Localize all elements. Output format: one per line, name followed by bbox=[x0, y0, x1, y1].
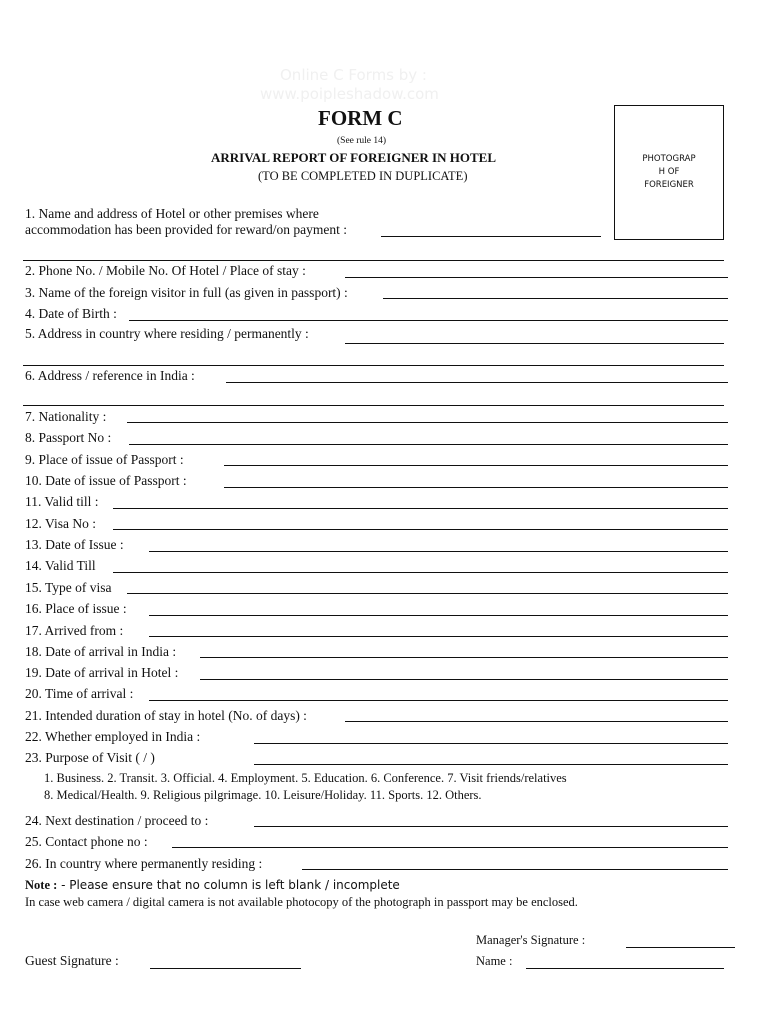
field-7-input-line[interactable] bbox=[127, 422, 728, 423]
field-6-input-line-2[interactable] bbox=[23, 405, 724, 406]
field-26-input-line[interactable] bbox=[302, 869, 728, 870]
field-5-input-line-2[interactable] bbox=[23, 365, 724, 366]
field-17-label: 17. Arrived from : bbox=[25, 623, 124, 638]
field-9-input-line[interactable] bbox=[224, 465, 728, 466]
field-20-label: 20. Time of arrival : bbox=[25, 686, 134, 701]
form-subtitle: ARRIVAL REPORT OF FOREIGNER IN HOTEL bbox=[211, 150, 496, 165]
field-7-label: 7. Nationality : bbox=[25, 409, 107, 424]
field-2-label: 2. Phone No. / Mobile No. Of Hotel / Place of stay : bbox=[25, 263, 306, 278]
photo-label bbox=[615, 153, 723, 192]
photo-label-line2: H OF bbox=[658, 167, 680, 177]
field-3-label: 3. Name of the foreign visitor in full (as given in passport) : bbox=[25, 285, 348, 300]
field-15-input-line[interactable] bbox=[127, 593, 728, 594]
field-25-label: 25. Contact phone no : bbox=[25, 834, 148, 849]
note-text: - Please ensure that no column is left blank / incomplete bbox=[57, 878, 400, 892]
field-25-input-line[interactable] bbox=[172, 847, 728, 848]
form-title: FORM C bbox=[318, 106, 403, 130]
field-18-input-line[interactable] bbox=[200, 657, 728, 658]
manager-signature-label: Manager's Signature : bbox=[476, 933, 586, 947]
field-15-label: 15. Type of visa bbox=[25, 580, 112, 595]
field-1-label-line2: accommodation has been provided for reward/on payment : bbox=[25, 222, 348, 237]
field-5-input-line[interactable] bbox=[345, 343, 724, 344]
field-10-label: 10. Date of issue of Passport : bbox=[25, 473, 187, 488]
field-21-label: 21. Intended duration of stay in hotel (No. of days) : bbox=[25, 708, 307, 723]
field-14-input-line[interactable] bbox=[113, 572, 728, 573]
field-23-input-line[interactable] bbox=[254, 764, 728, 765]
field-10-input-line[interactable] bbox=[224, 487, 728, 488]
field-26-label: 26. In country where permanently residing : bbox=[25, 856, 263, 871]
field-1-label-line1: 1. Name and address of Hotel or other premises where bbox=[25, 206, 319, 221]
watermark-line1: Online C Forms by : bbox=[280, 66, 427, 84]
field-13-label: 13. Date of Issue : bbox=[25, 537, 124, 552]
name-label: Name : bbox=[476, 954, 513, 968]
photo-label-line3: FOREIGNER bbox=[644, 180, 694, 190]
guest-signature-line[interactable] bbox=[150, 968, 301, 969]
name-line[interactable] bbox=[526, 968, 724, 969]
field-4-input-line[interactable] bbox=[129, 320, 728, 321]
field-13-input-line[interactable] bbox=[149, 551, 728, 552]
duplicate-note: (TO BE COMPLETED IN DUPLICATE) bbox=[258, 169, 468, 183]
camera-note: In case web camera / digital camera is not available photocopy of the photograph in passport may be enclosed. bbox=[25, 895, 578, 909]
field-6-label: 6. Address / reference in India : bbox=[25, 368, 195, 383]
purpose-options-line2: 8. Medical/Health. 9. Religious pilgrimage. 10. Leisure/Holiday. 11. Sports. 12. Others. bbox=[44, 788, 482, 802]
field-22-input-line[interactable] bbox=[254, 743, 728, 744]
field-24-input-line[interactable] bbox=[254, 826, 728, 827]
field-16-input-line[interactable] bbox=[149, 615, 728, 616]
field-22-label: 22. Whether employed in India : bbox=[25, 729, 201, 744]
purpose-options-line1: 1. Business. 2. Transit. 3. Official. 4. Employment. 5. Education. 6. Conference. 7. Visit friends/relatives bbox=[44, 771, 567, 785]
field-24-label: 24. Next destination / proceed to : bbox=[25, 813, 209, 828]
field-17-input-line[interactable] bbox=[149, 636, 728, 637]
field-14-label: 14. Valid Till bbox=[25, 558, 96, 573]
photo-label-line1: PHOTOGRAP bbox=[642, 154, 696, 164]
watermark-line2: www.poipleshadow.com bbox=[260, 85, 439, 103]
field-16-label: 16. Place of issue : bbox=[25, 601, 127, 616]
field-21-input-line[interactable] bbox=[345, 721, 728, 722]
note bbox=[25, 878, 400, 893]
guest-signature-label: Guest Signature : bbox=[25, 953, 119, 968]
note-label: Note : bbox=[25, 878, 58, 892]
field-8-label: 8. Passport No : bbox=[25, 430, 112, 445]
field-5-label: 5. Address in country where residing / permanently : bbox=[25, 326, 309, 341]
field-3-input-line[interactable] bbox=[383, 298, 728, 299]
field-23-label: 23. Purpose of Visit ( / ) bbox=[25, 750, 155, 765]
field-12-label: 12. Visa No : bbox=[25, 516, 96, 531]
field-19-label: 19. Date of arrival in Hotel : bbox=[25, 665, 179, 680]
field-11-label: 11. Valid till : bbox=[25, 494, 99, 509]
photo-box[interactable] bbox=[614, 105, 724, 240]
manager-signature-line[interactable] bbox=[626, 947, 735, 948]
field-1-input-line[interactable] bbox=[381, 236, 601, 237]
see-rule: (See rule 14) bbox=[337, 136, 387, 146]
field-8-input-line[interactable] bbox=[129, 444, 728, 445]
field-6-input-line[interactable] bbox=[226, 382, 728, 383]
field-18-label: 18. Date of arrival in India : bbox=[25, 644, 177, 659]
field-19-input-line[interactable] bbox=[200, 679, 728, 680]
field-2-input-line[interactable] bbox=[345, 277, 728, 278]
field-11-input-line[interactable] bbox=[113, 508, 728, 509]
field-1-input-line-2[interactable] bbox=[23, 260, 724, 261]
field-4-label: 4. Date of Birth : bbox=[25, 306, 117, 321]
field-20-input-line[interactable] bbox=[149, 700, 728, 701]
field-9-label: 9. Place of issue of Passport : bbox=[25, 452, 184, 467]
field-12-input-line[interactable] bbox=[113, 529, 728, 530]
